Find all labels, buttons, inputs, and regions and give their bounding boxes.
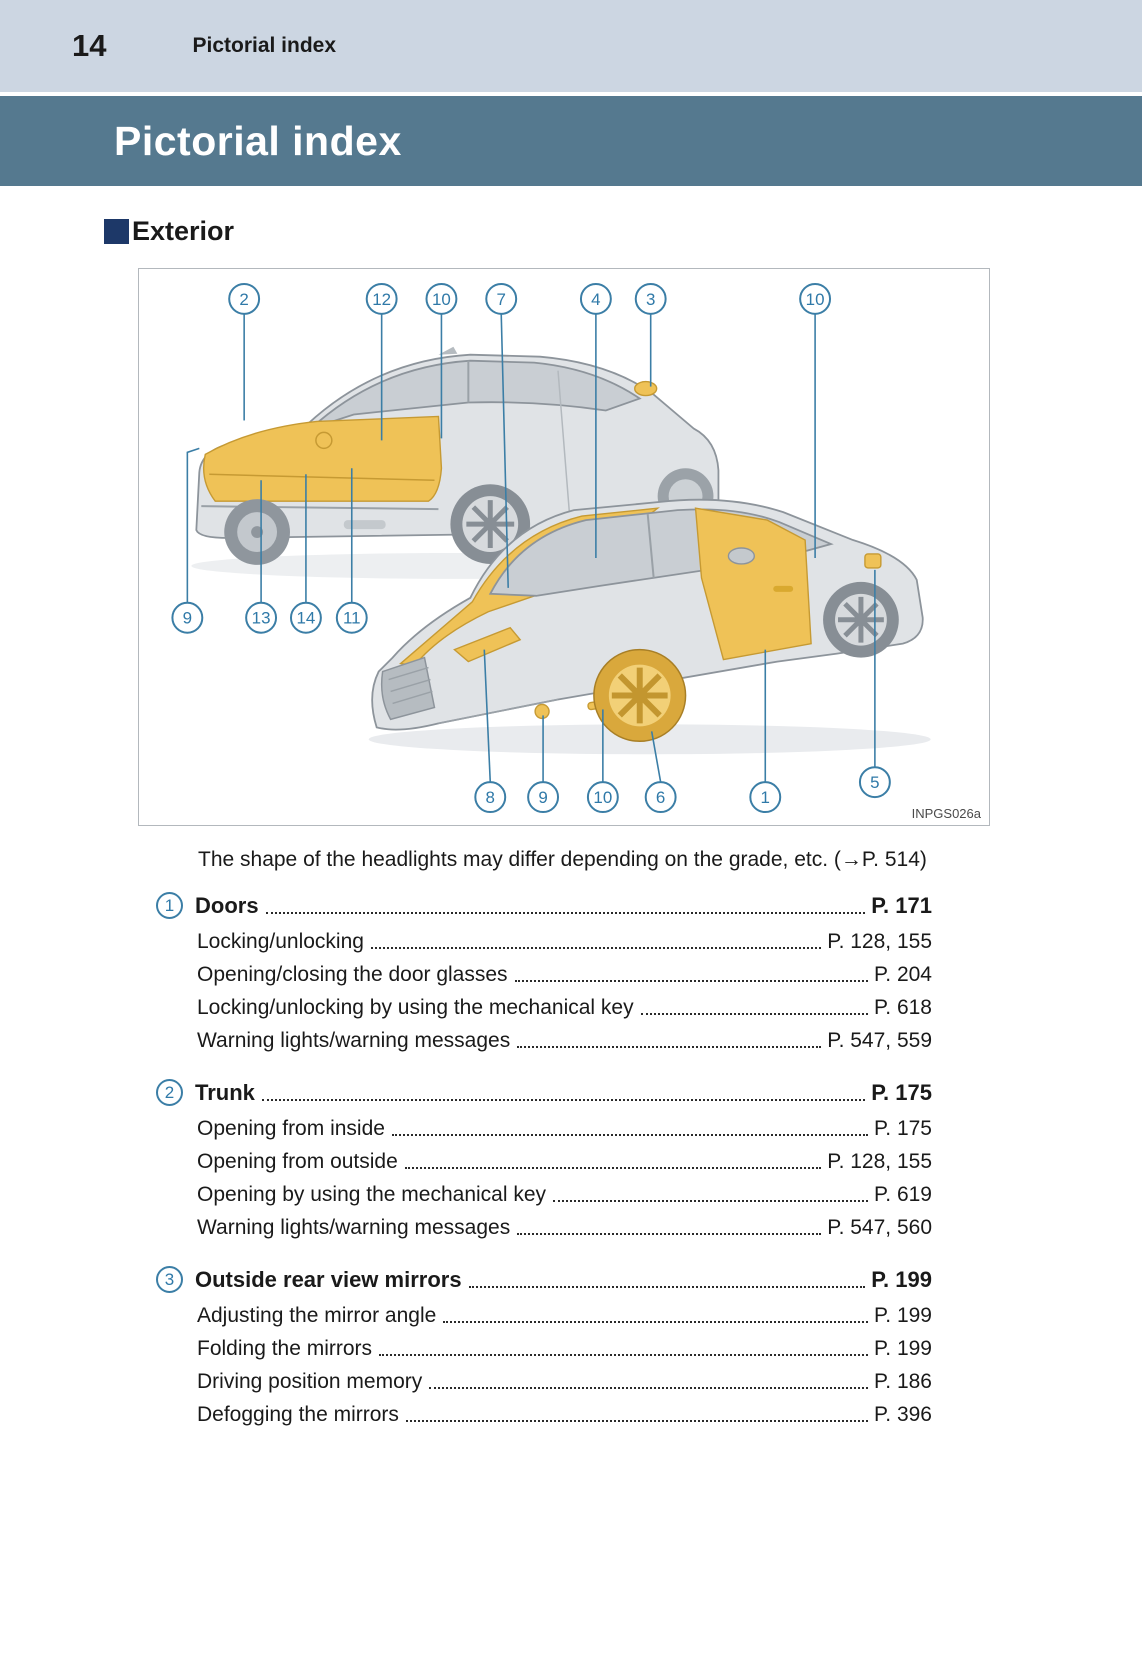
dotted-leader bbox=[517, 1046, 821, 1048]
dotted-leader bbox=[405, 1167, 821, 1169]
entry-title: Outside rear view mirrors bbox=[195, 1267, 462, 1292]
dotted-leader bbox=[262, 1099, 865, 1101]
index-sub-row bbox=[197, 1150, 932, 1174]
diagram-caption: The shape of the headlights may differ depending on the grade, etc. (→P. 514) bbox=[198, 848, 927, 871]
callout-number: 14 bbox=[296, 608, 316, 628]
dotted-leader bbox=[517, 1233, 821, 1235]
callout-number: 6 bbox=[655, 788, 666, 808]
sub-entry-page-ref: P. 199 bbox=[873, 1337, 932, 1360]
callout-number: 13 bbox=[251, 608, 271, 628]
dotted-leader bbox=[406, 1420, 868, 1422]
index-sub-row bbox=[197, 1216, 932, 1240]
index-sub-row bbox=[197, 996, 932, 1020]
index-entry-mirrors bbox=[156, 1266, 932, 1427]
callout-number: 7 bbox=[496, 289, 506, 309]
sub-entry-label: Warning lights/warning messages bbox=[197, 1029, 511, 1052]
rear-car-mirror-highlight bbox=[635, 382, 657, 396]
section-label: Exterior bbox=[132, 215, 235, 246]
sub-entry-label: Opening from outside bbox=[197, 1150, 398, 1173]
callout-number: 1 bbox=[760, 788, 770, 808]
callout-number: 5 bbox=[870, 773, 880, 793]
sub-entry-label: Warning lights/warning messages bbox=[197, 1216, 511, 1239]
entry-number-badge: 3 bbox=[156, 1266, 183, 1293]
section-square-bullet bbox=[104, 219, 129, 244]
fuel-lid-highlight bbox=[865, 554, 881, 568]
sub-entry-page-ref: P. 547, 560 bbox=[827, 1216, 932, 1239]
sub-entry-page-ref: P. 128, 155 bbox=[827, 930, 932, 953]
index-main-row bbox=[156, 1266, 932, 1293]
entry-title: Trunk bbox=[195, 1080, 255, 1105]
sub-entry-label: Opening/closing the door glasses bbox=[197, 963, 508, 986]
dotted-leader bbox=[641, 1013, 868, 1015]
page-number: 14 bbox=[72, 28, 107, 63]
section-heading bbox=[104, 216, 1142, 246]
sub-entry-label: Defogging the mirrors bbox=[197, 1403, 399, 1426]
trunk-highlight bbox=[204, 416, 442, 501]
callout-number: 3 bbox=[645, 289, 656, 309]
index-main-row bbox=[156, 1079, 932, 1106]
fog-light-highlight bbox=[535, 704, 549, 718]
sub-entry-page-ref: P. 128, 155 bbox=[827, 1150, 932, 1173]
pictorial-index-list bbox=[156, 892, 932, 1427]
page-header bbox=[0, 0, 1142, 92]
entry-number-badge: 1 bbox=[156, 892, 183, 919]
sub-entry-label: Driving position memory bbox=[197, 1370, 423, 1393]
callout-number: 8 bbox=[485, 788, 495, 808]
entry-number-badge: 2 bbox=[156, 1079, 183, 1106]
index-sub-row bbox=[197, 930, 932, 954]
chapter-banner bbox=[0, 96, 1142, 186]
index-sub-row bbox=[197, 1304, 932, 1328]
sub-entry-label: Opening from inside bbox=[197, 1117, 385, 1140]
sub-entry-page-ref: P. 204 bbox=[873, 963, 932, 986]
index-sub-row bbox=[197, 1403, 932, 1427]
sub-entry-page-ref: P. 175 bbox=[873, 1117, 932, 1140]
index-sub-row bbox=[197, 963, 932, 987]
dotted-leader bbox=[379, 1354, 868, 1356]
header-section-title: Pictorial index bbox=[192, 34, 337, 57]
index-entry-doors bbox=[156, 892, 932, 1053]
callout-number: 10 bbox=[805, 289, 825, 309]
sub-entry-page-ref: P. 186 bbox=[873, 1370, 932, 1393]
dotted-leader bbox=[392, 1134, 868, 1136]
car-diagram bbox=[139, 269, 989, 825]
sub-entry-page-ref: P. 619 bbox=[873, 1183, 932, 1206]
sub-entry-page-ref: P. 547, 559 bbox=[827, 1029, 932, 1052]
sub-entry-label: Adjusting the mirror angle bbox=[197, 1304, 437, 1327]
index-sub-row bbox=[197, 1117, 932, 1141]
dotted-leader bbox=[553, 1200, 868, 1202]
sub-entry-page-ref: P. 396 bbox=[873, 1403, 932, 1426]
callout-number: 2 bbox=[239, 289, 249, 309]
sub-entry-label: Folding the mirrors bbox=[197, 1337, 373, 1360]
callout-number: 9 bbox=[182, 608, 193, 628]
sub-entry-label: Locking/unlocking bbox=[197, 930, 364, 953]
dotted-leader bbox=[469, 1286, 866, 1288]
entry-title: Doors bbox=[195, 893, 259, 918]
front-wheel-highlight bbox=[594, 650, 686, 742]
callout-number: 10 bbox=[432, 289, 451, 309]
callout-number: 11 bbox=[342, 608, 361, 628]
diagram-code: INPGS026a bbox=[911, 806, 981, 821]
entry-page-ref: P. 175 bbox=[871, 1080, 932, 1105]
entry-page-ref: P. 171 bbox=[871, 893, 932, 918]
callout-number: 9 bbox=[538, 788, 548, 808]
sub-entry-label: Opening by using the mechanical key bbox=[197, 1183, 547, 1206]
index-sub-row bbox=[197, 1183, 932, 1207]
dotted-leader bbox=[429, 1387, 868, 1389]
callout-number: 4 bbox=[591, 289, 601, 309]
chapter-title: Pictorial index bbox=[114, 117, 402, 164]
entry-page-ref: P. 199 bbox=[871, 1267, 932, 1292]
dotted-leader bbox=[515, 980, 868, 982]
index-sub-row bbox=[197, 1370, 932, 1394]
sub-entry-page-ref: P. 618 bbox=[873, 996, 932, 1019]
index-main-row bbox=[156, 892, 932, 919]
callout-number: 12 bbox=[372, 289, 392, 309]
index-sub-row bbox=[197, 1029, 932, 1053]
dotted-leader bbox=[266, 912, 866, 914]
exterior-diagram bbox=[138, 268, 990, 826]
callout-number: 10 bbox=[593, 788, 613, 808]
sub-entry-label: Locking/unlocking by using the mechanical key bbox=[197, 996, 634, 1019]
index-sub-row bbox=[197, 1337, 932, 1361]
dotted-leader bbox=[371, 947, 821, 949]
dotted-leader bbox=[443, 1321, 868, 1323]
index-entry-trunk bbox=[156, 1079, 932, 1240]
sub-entry-page-ref: P. 199 bbox=[873, 1304, 932, 1327]
